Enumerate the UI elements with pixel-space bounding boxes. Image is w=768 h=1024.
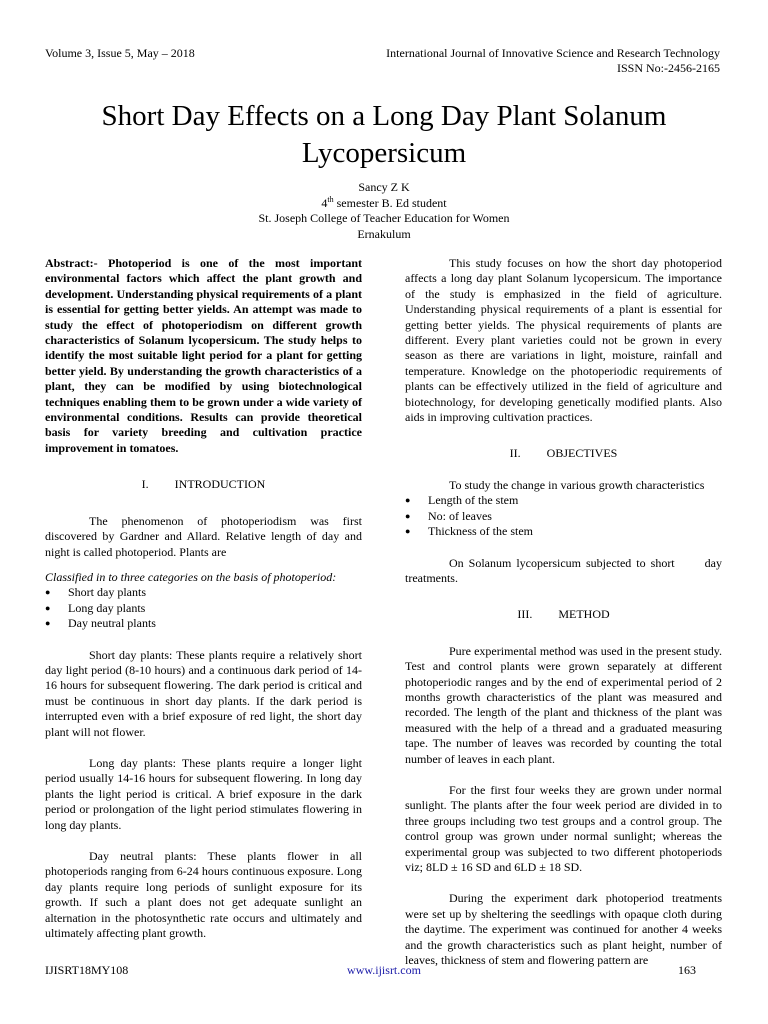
paper-title-line1: Short Day Effects on a Long Day Plant Solanum: [101, 100, 667, 132]
short-day-paragraph: Short day plants: These plants require a relatively short day light period (8-10 hours) and a continuous dark period of 14-16 hours for subsequent flowering. The dark period is critical and must be continuous in short day plants. If the dark period is interrupted even with a brief exposure of red light, the short day plant will not flower.: [45, 647, 362, 739]
section-heading-introduction: [45, 477, 362, 492]
footer-page-number: 163: [678, 963, 696, 977]
header-journal: [386, 46, 720, 76]
footer-paper-id: IJISRT18MY108: [45, 963, 129, 977]
list-item: ● Thickness of the stem: [405, 524, 722, 539]
section-number: III.: [517, 607, 533, 622]
objectives-lead: To study the change in various growth characteristics: [449, 477, 705, 492]
method-paragraph-3: During the experiment dark photoperiod treatments were set up by sheltering the seedlings with opaque cloth during the daytime. The experiment was continued for another 4 weeks and the growth characteristics such as plant height, number of leaves, thickness of stem and flowering pattern are: [405, 891, 722, 968]
section-title: METHOD: [558, 607, 610, 622]
right-column: [405, 256, 725, 968]
header-journal-name: International Journal of Innovative Science and Research Technology: [386, 46, 720, 60]
paper-title-line2: Lycopersicum: [301, 137, 467, 169]
long-day-paragraph: Long day plants: These plants require a longer light period usually 14-16 hours for subsequent flowering. In long day plants the light period is critical. A brief exposure in the dark period or prolongation of the light period stimulates flowering in long day plants.: [45, 755, 362, 832]
method-paragraph-2: For the first four weeks they are grown under normal sunlight. The plants after the four week period are divided in to three groups including two test groups and a control group. The control group was grown under normal sunlight; whereas the experimental group was subjected to two different photoperiods viz; 8LD ± 16 SD and 6LD ± 18 SD.: [405, 782, 722, 874]
objectives-list: [405, 493, 722, 539]
method-paragraph-1: Pure experimental method was used in the present study. Test and control plants were grown separately at different photoperiodic ranges and by the end of experimental period of 2 months growth characteristics of the plant was measured and recorded. The length of the plant and thickness of the plant was measured with the help of a thread and a graduated measuring tape. The number of leaves was recorded by counting the total number of leaves in each plant.: [405, 643, 722, 766]
author-block: [40, 180, 728, 242]
author-location: Ernakulum: [357, 226, 411, 241]
author-semester: [40, 196, 728, 212]
paper-title: [40, 98, 728, 172]
objectives-after: On Solanum lycopersicum subjected to short day treatments.: [405, 555, 725, 585]
author-semester-rest: semester B. Ed student: [333, 195, 447, 210]
footer-website-link[interactable]: www.ijisrt.com: [347, 963, 421, 977]
intro-paragraph: The phenomenon of photoperiodism was first discovered by Gardner and Allard. Relative length of day and night is called photoperiod. Plants are: [45, 513, 362, 559]
left-column: [45, 256, 362, 941]
section-heading-objectives: [405, 446, 722, 461]
list-item: ● Short day plants: [45, 585, 362, 600]
list-item: ● Length of the stem: [405, 493, 722, 508]
list-item: ● Day neutral plants: [45, 616, 362, 631]
author-institution: St. Joseph College of Teacher Education for Women: [258, 211, 510, 225]
category-list: [45, 585, 362, 631]
study-focus-paragraph: This study focuses on how the short day photoperiod affects a long day plant Solanum lycopersicum. The importance of the study is emphasized in the field of agriculture. Understanding physical requirements of a plant is essential for getting better yields. The physical requirements of plants are different. Every plant varieties could not be grown in every season as there are variations in light, moisture, rainfall and temperature. Knowledge on the photoperiodic requirements of plants can be effectively utilized in the field of agriculture and biotechnology, for developing genetically modified plants. Also aids in improving cultivation practices.: [405, 256, 722, 425]
section-number: I.: [141, 477, 149, 492]
list-item: ● Long day plants: [45, 601, 362, 616]
header-issn: ISSN No:-2456-2165: [616, 61, 720, 75]
section-title: OBJECTIVES: [546, 446, 618, 461]
header-volume-issue: Volume 3, Issue 5, May – 2018: [45, 46, 195, 60]
section-heading-method: [405, 607, 722, 622]
author-semester-sup: th: [327, 194, 334, 204]
day-neutral-paragraph: Day neutral plants: These plants flower in all photoperiods ranging from 6-24 hours continuous exposure. Long day plants require long periods of sunlight exposure for its growth. If such a plant does not get adequate sunlight an alternation in the photosynthetic rate occurs and ultimately and ultimately affecting plant growth.: [45, 849, 362, 941]
author-semester-num: 4: [321, 195, 328, 210]
author-name: Sancy Z K: [358, 180, 410, 194]
section-number: II.: [509, 446, 521, 461]
section-title: INTRODUCTION: [174, 477, 266, 492]
classification-caption: Classified in to three categories on the basis of photoperiod:: [45, 569, 337, 584]
list-item: ● No: of leaves: [405, 509, 722, 524]
abstract: Abstract:- Photoperiod is one of the most important environmental factors which affect the plant growth and development. Understanding physical requirements of a plant is essential for getting better yields. An attempt was made to study the effect of photoperiodism on different growth characteristics of Solanum lycopersicum. The study helps to identify the most suitable light period for a plant for getting better yield. By understanding the growth characteristics of a plant, they can be modified by using biotechnological techniques enabling them to be grown under a wide variety of environmental conditions. Results can provide theoretical basis for variety breeding and cultivation practice improvement in tomatoes.: [45, 256, 362, 455]
